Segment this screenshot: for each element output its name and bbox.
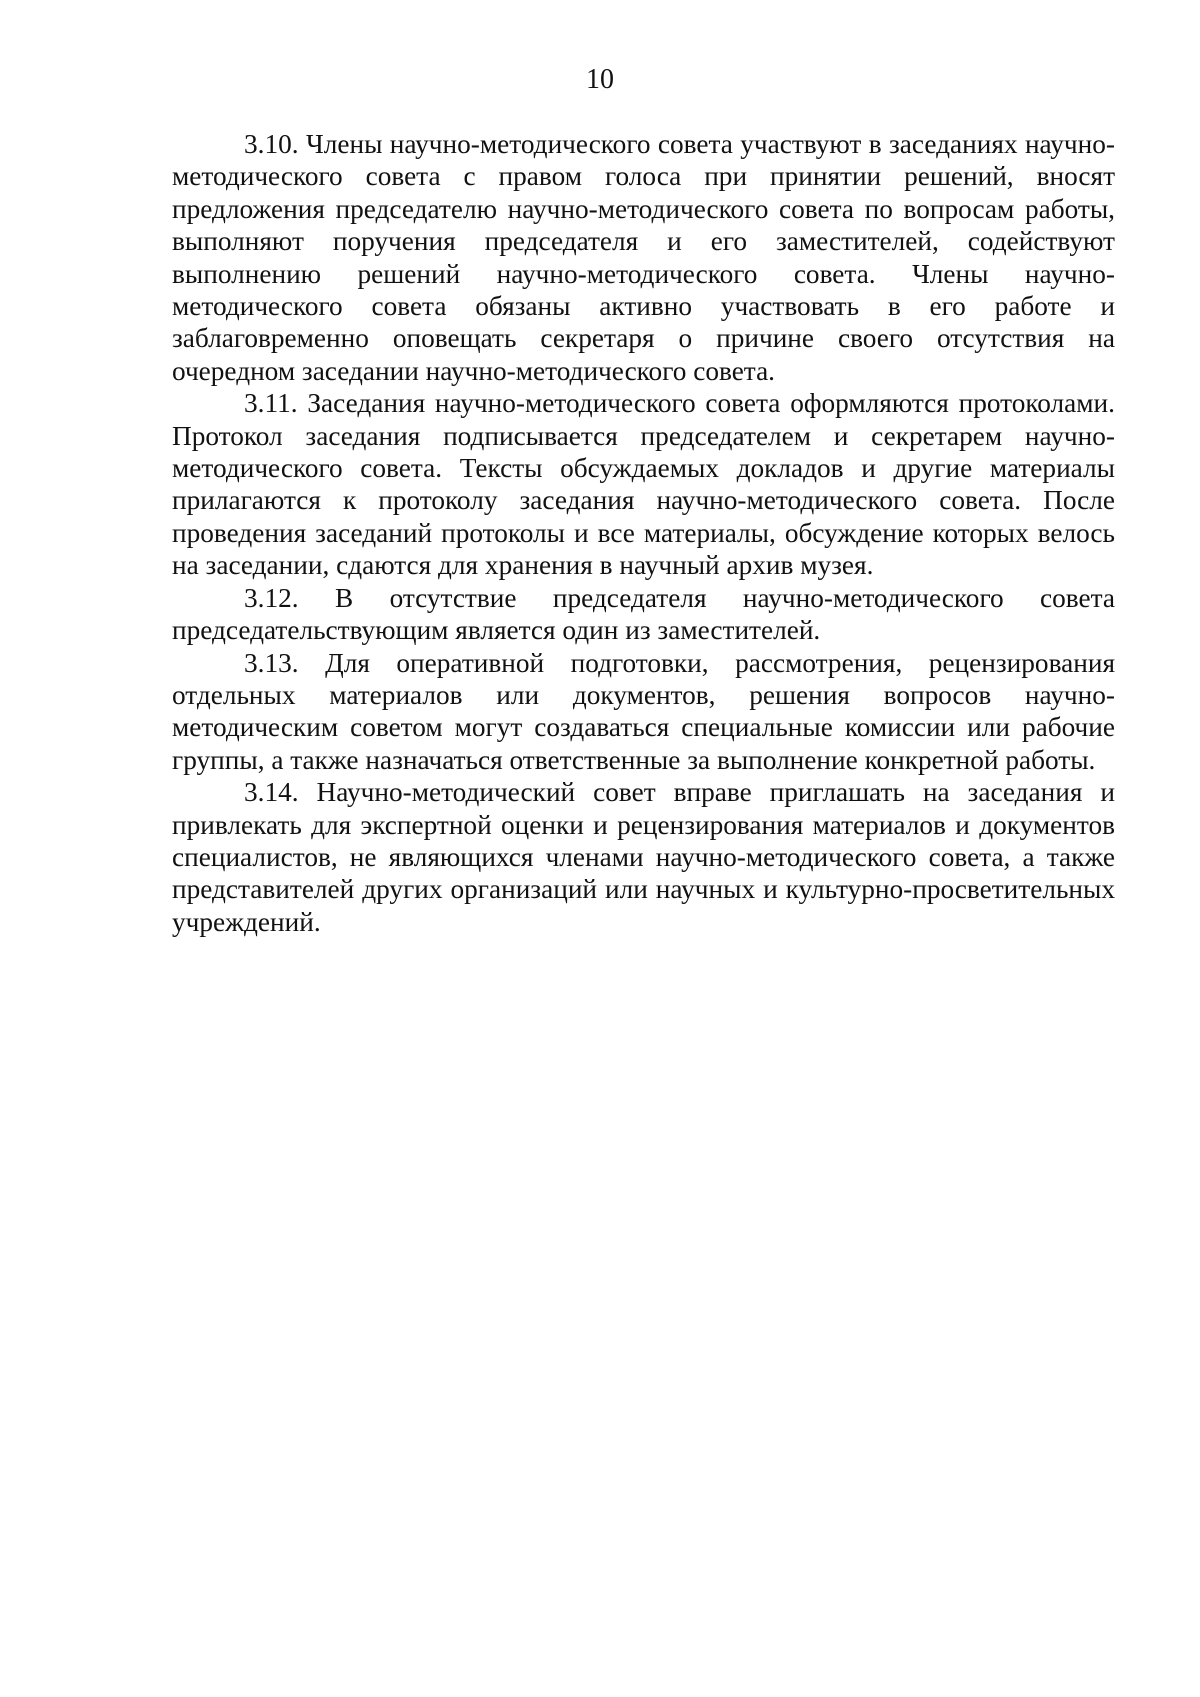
paragraph-3-12: 3.12. В отсутствие председателя научно-методического совета председательствующим является один из заместителей. [172,582,1115,646]
document-body [172,128,1115,938]
page-number: 10 [586,64,614,95]
paragraph-3-14: 3.14. Научно-методический совет вправе приглашать на заседания и привлекать для экспертной оценки и рецензирования материалов и документов специалистов, не являющихся членами научно-методического совета, а также представителей других организаций или научных и культурно-просветительных учреждений. [172,777,1115,937]
paragraph-3-11: 3.11. Заседания научно-методического совета оформляются протоколами. Протокол заседания подписывается председателем и секретарем научно-методического совета. Тексты обсуждаемых докладов и другие материалы прилагаются к протоколу заседания научно-методического совета. После проведения заседаний протоколы и все материалы, обсуждение которых велось на заседании, сдаются для хранения в научный архив музея. [172,388,1115,581]
paragraph-3-13: 3.13. Для оперативной подготовки, рассмотрения, рецензирования отдельных материалов или документов, решения вопросов научно-методическим советом могут создаваться специальные комиссии или рабочие группы, а также назначаться ответственные за выполнение конкретной работы. [172,647,1115,775]
paragraph-3-10: 3.10. Члены научно-методического совета участвуют в заседаниях научно-методического совета с правом голоса при принятии решений, вносят предложения председателю научно-методического совета по вопросам работы, выполняют поручения председателя и его заместителей, содействуют выполнению решений научно-методического совета. Члены научно-методического совета обязаны активно участвовать в его работе и заблаговременно оповещать секретаря о причине своего отсутствия на очередном заседании научно-методического совета. [172,129,1115,386]
